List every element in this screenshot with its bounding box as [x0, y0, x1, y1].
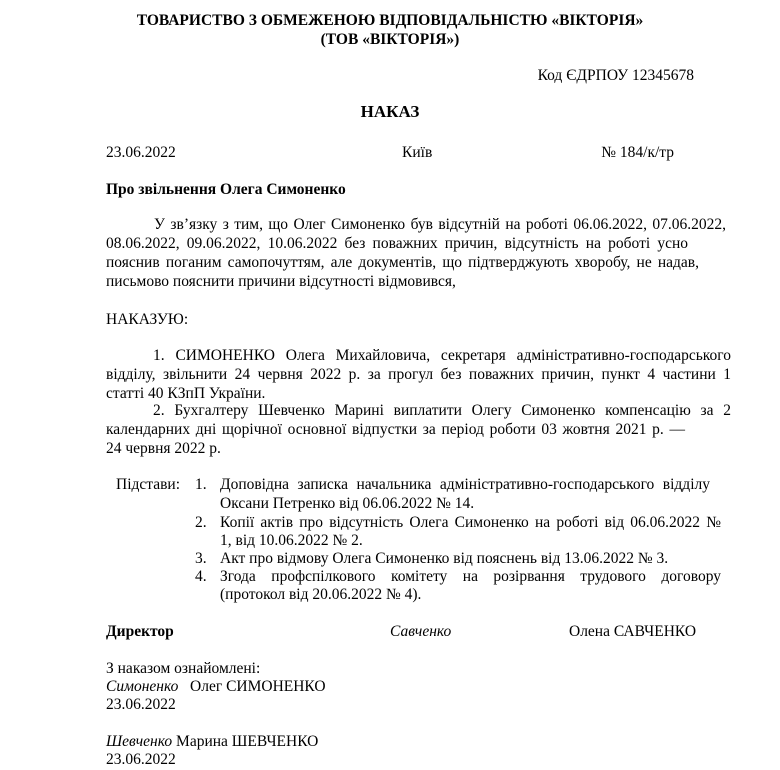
order-number: № 184/к/тр: [601, 144, 674, 161]
grounds-item-line: Копії актів про відсутність Олега Симоненко на роботі від 06.06.2022 №: [220, 514, 721, 531]
director-name: Олена САВЧЕНКО: [569, 623, 697, 640]
preamble-line: письмово пояснити причини відсутності відмовився,: [106, 273, 456, 290]
order-date: 23.06.2022: [106, 144, 176, 161]
grounds-item-number: 4.: [195, 568, 207, 585]
order-item-line: календарних дні щорічної основної відпустки за період роботи 03 жовтня 2021 р. —: [106, 421, 685, 438]
director-position: Директор: [106, 623, 174, 640]
document-title: НАКАЗ: [360, 102, 420, 121]
company-short-name: (ТОВ «ВІКТОРІЯ»): [320, 31, 460, 48]
grounds-item-line: Згода профспілкового комітету на розірвання трудового договору: [220, 568, 721, 585]
grounds-item-number: 2.: [195, 514, 207, 531]
order-item-line: 1. СИМОНЕНКО Олега Михайловича, секретаря адміністративно-господарського: [153, 347, 731, 364]
grounds-item-line: Доповідна записка начальника адміністративно-господарського відділу: [220, 476, 710, 493]
order-subject: Про звільнення Олега Симоненко: [106, 181, 346, 198]
acquaint-date: 23.06.2022: [106, 696, 176, 713]
grounds-label: Підстави:: [116, 476, 181, 493]
grounds-item-number: 3.: [195, 550, 207, 567]
grounds-item-line: Акт про відмову Олега Симоненко від пояснень від 13.06.2022 № 3.: [220, 550, 669, 567]
grounds-item-number: 1.: [195, 476, 207, 493]
order-city: Київ: [402, 144, 433, 161]
order-item-line: відділу, звільнити 24 червня 2022 р. за прогул без поважних причин, пункт 4 частини 1: [106, 366, 731, 383]
grounds-item-line: Оксани Петренко від 06.06.2022 № 14.: [220, 495, 475, 512]
acquaint-person: [106, 733, 318, 751]
order-word: НАКАЗУЮ:: [106, 311, 189, 328]
acquaint-date: 23.06.2022: [106, 751, 176, 768]
person-name: Олег СИМОНЕНКО: [190, 678, 326, 695]
order-item-line: 2. Бухгалтеру Шевченко Марині виплатити Олегу Симоненко компенсацію за 2: [153, 402, 731, 419]
person-signature: Шевченко: [106, 733, 173, 750]
preamble-line: пояснив поганим самопочуттям, але документів, що підтверджують хворобу, не надав,: [106, 254, 699, 271]
grounds-item-line: 1, від 10.06.2022 № 2.: [220, 532, 363, 549]
grounds-item-line: (протокол від 20.06.2022 № 4).: [220, 586, 422, 603]
preamble-line: У зв’язку з тим, що Олег Симоненко був відсутній на роботі 06.06.2022, 07.06.2022,: [154, 216, 726, 233]
person-name: Марина ШЕВЧЕНКО: [176, 733, 319, 750]
acquaint-person: [106, 678, 326, 696]
order-item-line: 24 червня 2022 р.: [106, 440, 221, 457]
preamble-line: 08.06.2022, 09.06.2022, 10.06.2022 без поважних причин, відсутність на роботі усно: [106, 235, 688, 252]
acquaint-label: З наказом ознайомлені:: [106, 660, 261, 677]
edrpou-code: Код ЄДРПОУ 12345678: [537, 67, 694, 84]
company-full-name: ТОВАРИСТВО З ОБМЕЖЕНОЮ ВІДПОВІДАЛЬНІСТЮ «ВІКТОРІЯ»: [136, 12, 644, 29]
order-item-line: статті 40 КЗпП України.: [106, 385, 266, 402]
person-signature: Симоненко: [106, 678, 179, 695]
director-signature: Савченко: [390, 623, 452, 640]
